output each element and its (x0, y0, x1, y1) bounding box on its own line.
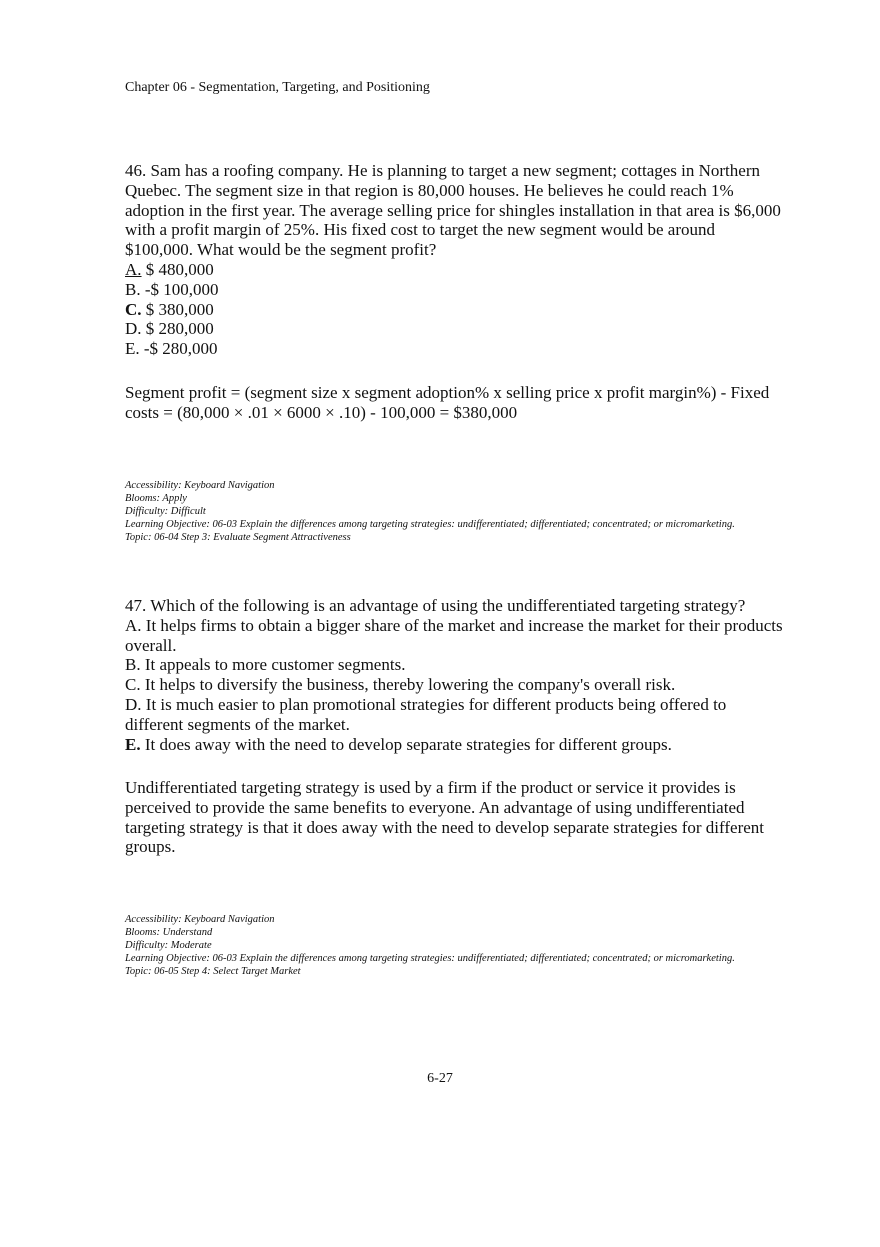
option-letter: E. (125, 339, 140, 359)
meta-blooms: Blooms: Understand (125, 927, 213, 938)
option-letter: A. (125, 259, 142, 279)
option-text: $ 480,000 (141, 259, 214, 279)
option-letter: C. (125, 675, 141, 695)
explanation-46: Segment profit = (segment size x segment adoption% x selling price x profit margin%) - Fixed costs = (80,000 × .01 × 6000 × .10) - 100,000 = $380,000 (125, 383, 770, 422)
option-letter: D. (125, 694, 142, 714)
option-c-correct (125, 300, 785, 320)
metadata-47 (125, 913, 765, 978)
question-46 (125, 161, 785, 359)
option-e-correct (125, 735, 785, 755)
option-text: -$ 280,000 (139, 339, 218, 359)
option-text: $ 380,000 (141, 299, 214, 319)
chapter-header: Chapter 06 - Segmentation, Targeting, and Positioning (125, 80, 430, 95)
metadata-46 (125, 479, 765, 544)
option-text: It helps to diversify the business, thereby lowering the company's overall risk. (140, 675, 676, 695)
meta-accessibility: Accessibility: Keyboard Navigation (125, 914, 275, 925)
meta-difficulty: Difficulty: Moderate (125, 940, 212, 951)
option-text: It does away with the need to develop separate strategies for different groups. (140, 734, 672, 754)
explanation-47: Undifferentiated targeting strategy is used by a firm if the product or service it provides is perceived to provide the same benefits to everyone. An advantage of using undifferentiated targeting strategy is that it does away with the need to develop separate strategies for different groups. (125, 778, 765, 857)
option-letter: E. (125, 734, 141, 754)
question-stem: 46. Sam has a roofing company. He is planning to target a new segment; cottages in Northern Quebec. The segment size in that region is 80,000 houses. He believes he could reach 1% adoption in the first year. The average selling price for shingles installation in that area is $6,000 with a profit margin of 25%. His fixed cost to target the new segment would be around $100,000. What would be the segment profit? (125, 161, 781, 260)
meta-difficulty: Difficulty: Difficult (125, 506, 206, 517)
option-text: It appeals to more customer segments. (140, 655, 406, 675)
meta-topic: Topic: 06-05 Step 4: Select Target Market (125, 966, 301, 977)
option-c (125, 675, 785, 695)
option-e (125, 339, 785, 359)
option-text: It helps firms to obtain a bigger share of the market and increase the market for their products overall. (125, 615, 783, 655)
meta-topic: Topic: 06-04 Step 3: Evaluate Segment Attractiveness (125, 532, 351, 543)
option-text: $ 280,000 (141, 319, 214, 339)
option-b (125, 655, 785, 675)
option-letter: C. (125, 299, 142, 319)
option-a (125, 616, 785, 656)
option-letter: A. (125, 615, 142, 635)
option-text: It is much easier to plan promotional strategies for different products being offered to different segments of the market. (125, 694, 727, 734)
option-letter: B. (125, 655, 141, 675)
option-letter: D. (125, 319, 142, 339)
option-a (125, 260, 785, 280)
option-d (125, 319, 785, 339)
option-letter: B. (125, 279, 141, 299)
option-text: -$ 100,000 (140, 279, 219, 299)
option-d (125, 695, 785, 735)
meta-learning-objective: Learning Objective: 06-03 Explain the differences among targeting strategies: undifferentiated; differentiated; concentrated; or micromarketing. (125, 953, 735, 964)
meta-blooms: Blooms: Apply (125, 493, 187, 504)
page-number: 6-27 (427, 1071, 453, 1086)
question-stem: 47. Which of the following is an advantage of using the undifferentiated targeting strategy? (125, 596, 746, 615)
question-47 (125, 596, 785, 754)
meta-learning-objective: Learning Objective: 06-03 Explain the differences among targeting strategies: undifferentiated; differentiated; concentrated; or micromarketing. (125, 519, 735, 530)
meta-accessibility: Accessibility: Keyboard Navigation (125, 480, 275, 491)
option-b (125, 280, 785, 300)
